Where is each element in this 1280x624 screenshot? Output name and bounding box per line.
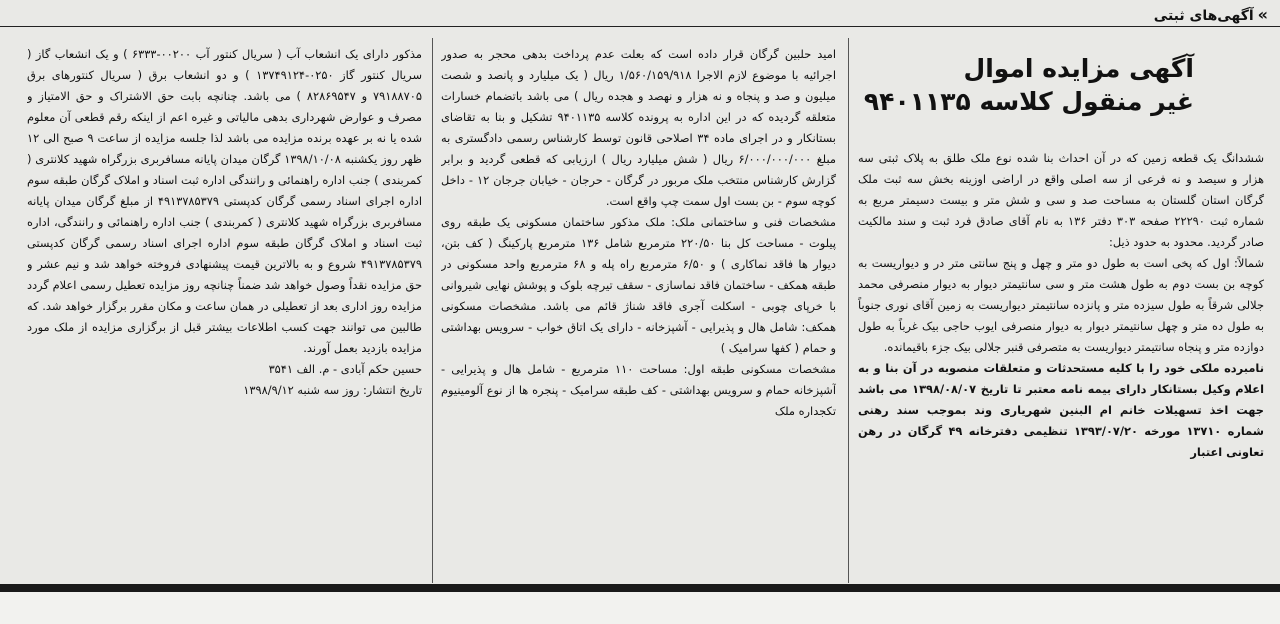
paragraph: مشخصات فنی و ساختمانی ملک: ملک مذکور ساختمان مسکونی یک طبقه روی پیلوت - مساحت کل بنا ۲۲۰/۵۰ مترمربع شامل ۱۳۶ مترمربع پارکینگ ( کف بتن، دیوار ها فاقد نماکاری ) و ۶/۵۰ مترمربع راه پله و ۶۸ مترمربع واحد مسکونی در طبقه همکف - ساختمان فاقد نماسازی - سقف تیرچه بلوک و پوشش نهایی شیروانی با خرپای چوبی - اسکلت آجری فاقد شناژ قائم می باشد. مشخصات مسکونی همکف: شامل هال و پذیرایی - آشپزخانه - دارای یک اتاق خواب - سرویس بهداشتی و حمام ( کفها سرامیک ) (441, 215, 836, 355)
paragraph: امید حلبین گرگان قرار داده است که بعلت عدم پرداخت بدهی محجر به صدور اجرائیه با موضوع لازم الاجرا ۱/۵۶۰/۱۵۹/۹۱۸ ریال ( یک میلیارد و پانصد و شصت میلیون و صد و پنجاه و نه هزار و نهصد و هجده ریال ) می باشد باتضمام خسارات متعلقه گردیده که در این اداره به پرونده کلاسه ۹۴۰۱۱۳۵ تشکیل و بنا به تقاضای بستانکار و در اجرای ماده ۳۴ اصلاحی قانون توسط کارشناس رسمی دادگستری به مبلغ ۶/۰۰۰/۰۰۰/۰۰۰ ریال ( شش میلیارد ریال ) ارزیابی که قطعی گردید و برابر گزارش کارشناس منتخب ملک مربور در گرگان - حرجان - خیابان جرجان ۱۲ - داخل کوچه سوم - بن بست اول سمت چپ واقع است. (441, 47, 836, 208)
section-label (1154, 5, 1268, 24)
section-header (0, 0, 1280, 30)
column-divider (848, 38, 849, 583)
bottom-margin (0, 592, 1280, 624)
paragraph: شمالاً: اول که پخی است به طول دو متر و چهل و پنج سانتی متر در و دیواریست به کوچه بن بست دوم به طول هشت متر و سی سانتیمتر دیوار به دیوار منصرفی محمد جلالی شرقاً به طول سیزده متر و پانزده سانتیمتر دیواریست به زمین آقای نوری جنوباً به طول ده متر و چهل سانتیمتر دیوار به دیوار منصرفی ایوب حاجی بیک غرباً به طول دوازده متر و پنجاه سانتیمتر دیواریست به متصرفی قنبر جلالی بیک جزء باقیمانده. (858, 256, 1264, 354)
publication-date: تاریخ انتشار: روز سه شنبه ۱۳۹۸/۹/۱۲ (243, 383, 422, 397)
top-divider (0, 26, 1280, 27)
signature-line: حسین حکم آبادی - م. الف ۳۵۴۱ (268, 362, 422, 376)
paragraph: نامبرده ملکی خود را با کلیه مستحدثات و متعلقات منصوبه در آن بنا و به اعلام وکیل بستانکار دارای بیمه نامه معتبر تا تاریخ ۱۳۹۸/۰۸/۰۷ می باشد جهت اخذ تسهیلات خانم ام البنین شهریاری وند بموجب سند رهنی شماره ۱۳۷۱۰ مورخه ۱۳۹۳/۰۷/۲۰ تنظیمی دفترخانه ۴۹ گرگان در رهن تعاونی اعتبار (858, 361, 1264, 459)
bottom-divider (0, 584, 1280, 592)
chevron-icon: » (1257, 5, 1268, 24)
paragraph: مشخصات مسکونی طبقه اول: مساحت ۱۱۰ مترمربع - شامل هال و پذیرایی - آشپزخانه حمام و سرویس بهداشتی - کف طبقه سرامیک - پنجره ها از نوع آلومینیوم تکجداره ملک (441, 362, 836, 418)
column-middle (441, 44, 836, 580)
section-label-text: آگهی‌های ثبتی (1153, 8, 1254, 24)
notice-title (858, 52, 1264, 118)
notice-title-line2: غیر منقول کلاسه ۹۴۰۱۱۳۵ (863, 87, 1194, 116)
paragraph: ششدانگ یک قطعه زمین که در آن احداث بنا شده نوع ملک طلق به پلاک ثبتی سه هزار و سیصد و نه فرعی از سه اصلی واقع در اراضی اوزینه بخش سه ثبت ملک گرگان استان گلستان به مساحت صد و سی و شش متر و بیست دسیمتر مربع به شماره ثبت ۲۲۲۹۰ صفحه ۳۰۳ دفتر ۱۳۶ به نام آقای صادق فرد ثبت و سند مالکیت صادر گردید. محدود به حدود ذیل: (858, 151, 1264, 249)
paragraph: مذکور دارای یک انشعاب آب ( سریال کنتور آب ۰۰۲۰۰-۶۳۳۳ ) و یک انشعاب گاز ( سریال کنتور گاز ۰۲۵۰-۱۳۷۴۹۱۲۴ ) و دو انشعاب برق ( سریال کنتورهای برق ۷۹۱۸۸۷۰۵ و ۸۲۸۶۹۵۴۷ ) می باشد. چنانچه بابت حق الاشتراک و حق الامتیاز و مصرف و عوارض شهرداری بدهی مالیاتی و غیره اعم از اینکه رقم قطعی آن معلوم شده یا نه بر عهده برنده مزایده می باشد لذا جلسه مزایده از ساعت ۹ صبح الی ۱۲ ظهر روز یکشنبه ۱۳۹۸/۱۰/۰۸ گرگان میدان پایانه مسافربری بزرگراه شهید کلانتری ( کمربندی ) جنب اداره راهنمائی و رانندگی اداره ثبت اسناد و املاک گرگان طبقه سوم اداره اجرای اسناد رسمی گرگان کدپستی ۴۹۱۳۷۸۵۳۷۹ از مبلغ گرگان میدان پایانه مسافربری بزرگراه شهید کلانتری ( کمربندی ) جنب اداره راهنمائی و رانندگی، اداره ثبت اسناد و املاک گرگان طبقه سوم اداره اجرای اسناد رسمی گرگان کدپستی ۴۹۱۳۷۸۵۳۷۹ شروع و به بالاترین قیمت پیشنهادی فروخته خواهد شد و نیم عشر و حق مزایده نقداً وصول خواهد شد ضمناً چنانچه روز مزایده تعطیل رسمی اعلام گردد مزایده روز اداری بعد از تعطیلی در همان ساعت و مکان مقرر برگزار خواهد شد. که طالبین می توانند جهت کسب اطلاعات بیشتر قبل از برگزاری مزایده از ملک مورد مزایده بازدید بعمل آورند. (27, 47, 422, 355)
column-divider (432, 38, 433, 583)
column-left (27, 44, 422, 580)
notice-title-line1: آگهی مزایده اموال (963, 54, 1194, 83)
column-right (858, 44, 1264, 580)
